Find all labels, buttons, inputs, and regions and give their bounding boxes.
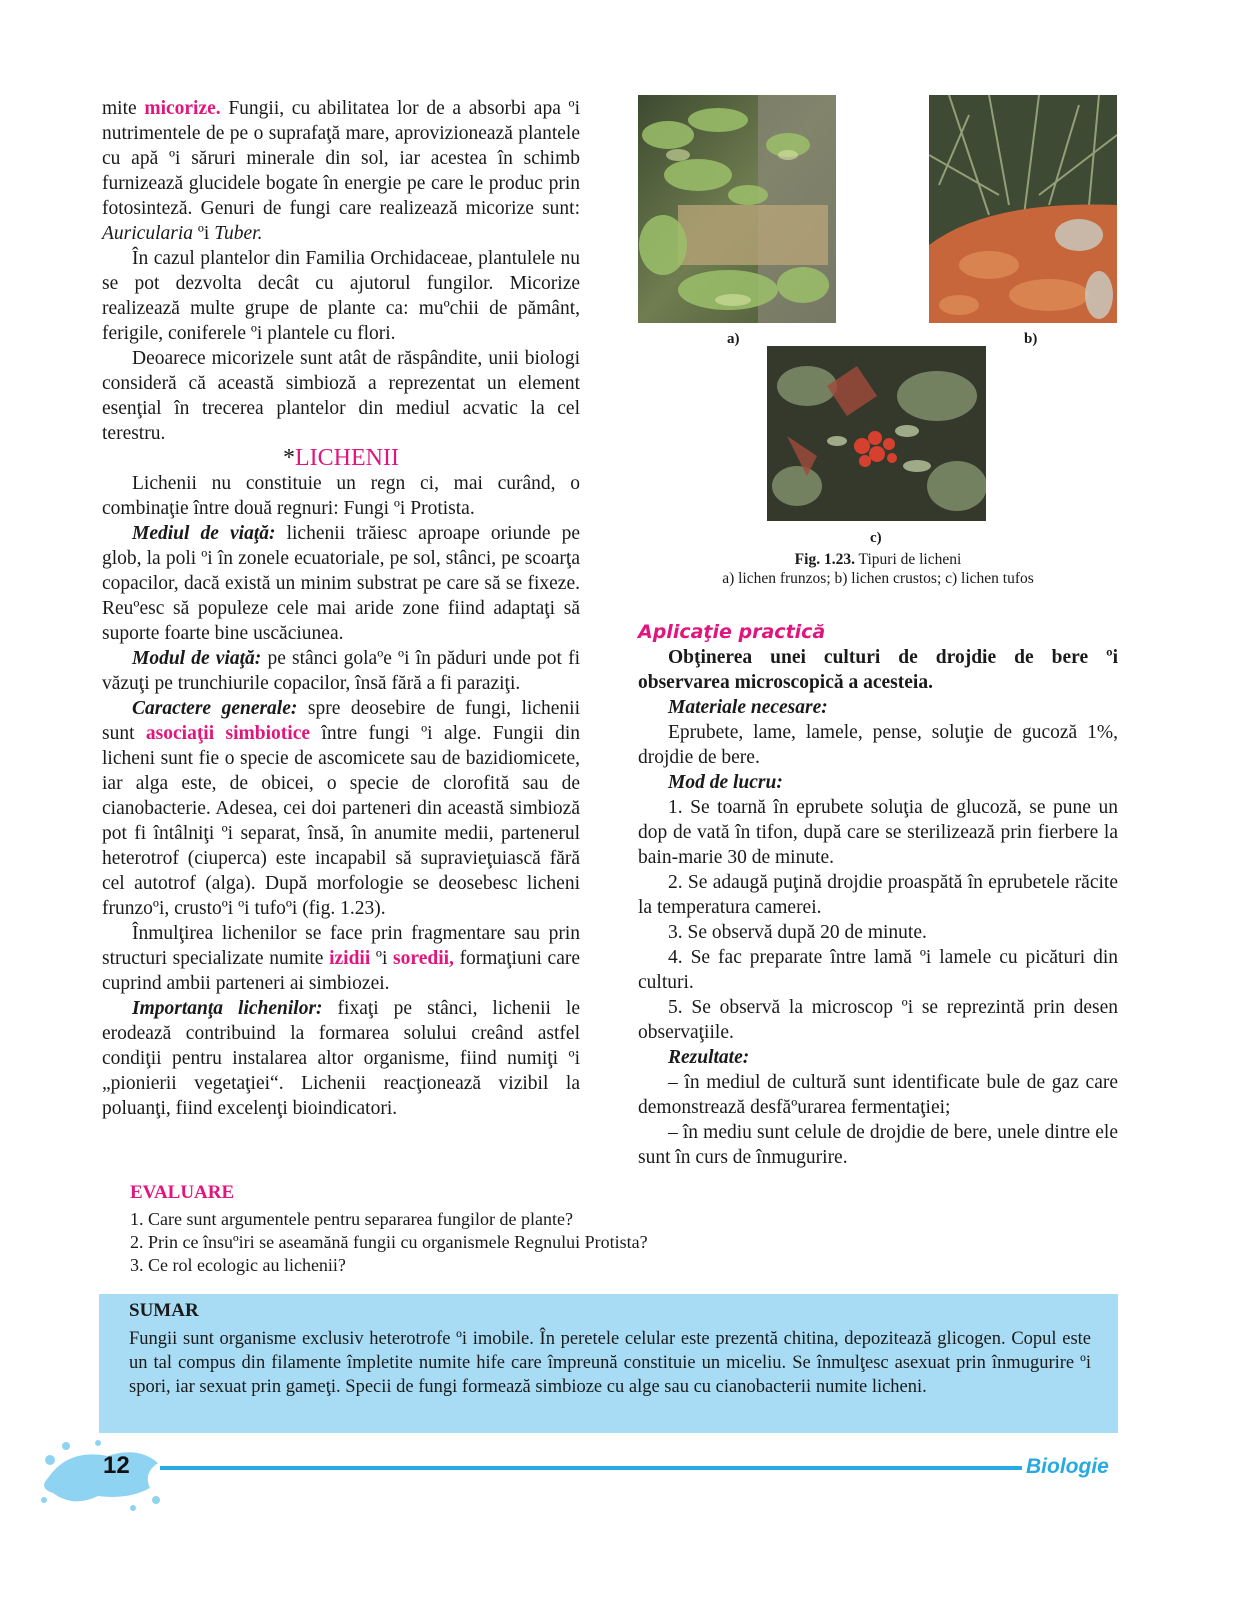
method-label: Mod de lucru: — [668, 772, 783, 793]
paragraph-importance: Importanţa lichenilor: fixaţi pe stânci, lichenii le erodează contribuind la formarea solului creând astfel condiţii pentru instalarea altor organisme, fiind numiţi ºi „pionierii vegetaţiei“. Lichenii reacţionează vizibil la poluanţi, fiind excelenţi bioindicatori. — [102, 998, 580, 1119]
practical-application — [638, 620, 1118, 1170]
left-column — [102, 96, 580, 1121]
practice-title: Aplicaţie practică — [638, 621, 826, 643]
paragraph-micorize: mite micorize. Fungii, cu abilitatea lor de a absorbi apa ºi nutrimentele de pe o suprafaţă mare, aprovizionează plantele cu apă ºi săruri minerale din sol, iar acestea în schimb furnizează glucidele bogate în energie pe care le produc prin fotosinteză. Genuri de fungi care realizează micorize sunt: Auricularia ºi Tuber. — [102, 98, 580, 244]
footer-divider — [160, 1466, 1022, 1470]
page-number: 12 — [103, 1452, 130, 1479]
step-item: 3. Se observă după 20 de minute. — [668, 922, 927, 943]
paragraph-orchidaceae: În cazul plantelor din Familia Orchidaceae, plantulele nu se pot dezvolta decât cu ajutorul fungilor. Micorize realizează multe grupe de plante ca: muºchii de pământ, ferigile, coniferele ºi plantele cu flori. — [102, 248, 580, 344]
practice-subtitle: Obţinerea unei culturi de drojdie de bere ºi observarea microscopică a acesteia. — [638, 647, 1118, 693]
paragraph-reproduction: Înmulţirea lichenilor se face prin fragmentare sau prin structuri specializate numite izidii ºi soredii, formaţiuni care cuprind ambii parteneri ai simbiozei. — [102, 923, 580, 994]
step-item: 4. Se fac preparate între lamă ºi lamele cu picături din culturi. — [638, 947, 1118, 993]
photo-lichen-tufos — [767, 346, 986, 521]
step-item: 2. Se adaugă puţină drojdie proaspătă în eprubetele răcite la temperatura camerei. — [638, 872, 1118, 918]
term-soredii: soredii, — [393, 948, 454, 969]
summary-title: SUMAR — [129, 1300, 199, 1321]
result-item: – în mediu sunt celule de drojdie de bere, unele dintre ele sunt în curs de înmugurire. — [638, 1122, 1118, 1168]
section-heading-lichenii: *LICHENII — [283, 445, 399, 471]
evaluation-section — [102, 1181, 1002, 1277]
summary-text: Fungii sunt organisme exclusiv heterotrofe ºi imobile. În peretele celular este prezentă chitina, depozitează glicogen. Copul este un tal compus din filamente împletite numite hife care împreună constituie un miceliu. Se înmulţesc asexuat prin înmugurire ºi spori, iar sexuat prin gameţi. Specii de fungi formează simbioze cu alge sau cu cianobacterii numite licheni. — [129, 1329, 1091, 1397]
figure-caption: Fig. 1.23. Tipuri de licheni a) lichen frunzos; b) lichen crustos; c) lichen tufos — [722, 551, 1034, 587]
results-label: Rezultate: — [668, 1047, 750, 1068]
summary-box — [99, 1294, 1118, 1433]
evaluation-title: EVALUARE — [130, 1182, 235, 1203]
paragraph-lifestyle: Modul de viaţă: pe stânci golaºe ºi în păduri unde pot fi văzuţi pe trunchiurile copacilor, însă fără a fi paraziţi. — [102, 648, 580, 694]
term-asociatii: asociaţii simbiotice — [145, 723, 311, 744]
book-title: Biologie — [1026, 1455, 1109, 1478]
materials-text: Eprubete, lame, lamele, pense, soluţie de gucoză 1%, drojdie de bere. — [638, 722, 1118, 768]
evaluation-question: 1. Care sunt argumentele pentru separarea fungilor de plante? — [130, 1209, 573, 1229]
term-izidii: izidii — [329, 948, 371, 969]
evaluation-question: 3. Ce rol ecologic au lichenii? — [130, 1255, 346, 1275]
photo-label-c: c) — [870, 530, 882, 546]
term-micorize: micorize. — [144, 98, 221, 119]
photo-label-b: b) — [1024, 331, 1038, 347]
paragraph-lichen-intro: Lichenii nu constituie un regn ci, mai curând, o combinaţie între două regnuri: Fungi ºi Protista. — [102, 473, 580, 519]
photo-label-a: a) — [727, 331, 740, 347]
photo-lichen-frunzos — [638, 95, 836, 323]
materials-label: Materiale necesare: — [668, 697, 828, 718]
paragraph-habitat: Mediul de viaţă: lichenii trăiesc aproape oriunde pe glob, la poli ºi în zonele ecuatoriale, pe sol, stânci, pe scoarţa copacilor, dacă există un minim substrat pe care să se fixeze. Reuºesc să populeze cele mai aride zone fiind adaptaţi să suporte foarte bine uscăciunea. — [102, 523, 580, 644]
paragraph-micorize-importance: Deoarece micorizele sunt atât de răspândite, unii biologi consideră că această simbioză a reprezentat un element esenţial în trecerea plantelor din mediul acvatic la cel terestru. — [102, 348, 580, 444]
step-item: 5. Se observă la microscop ºi se reprezintă prin desen observaţiile. — [638, 997, 1118, 1043]
photo-lichen-crustos — [929, 95, 1117, 323]
step-item: 1. Se toarnă în eprubete soluţia de glucoză, se pune un dop de vată în tifon, după care se sterilizează prin fierbere la bain-marie 30 de minute. — [638, 797, 1118, 868]
result-item: – în mediul de cultură sunt identificate bule de gaz care demonstrează desfăºurarea fermentaţiei; — [638, 1072, 1118, 1118]
paragraph-characteristics: Caractere generale: spre deosebire de fungi, lichenii sunt asociaţii simbiotice între fungi ºi alge. Fungii din licheni sunt fie o specie de ascomicete sau de bazidiomicete, iar alga este, de obicei, o specie de clorofită sau de cianobacterie. Adesea, cei doi parteneri din această simbioză pot fi întâlniţi ºi separat, însă, în anumite medii, partenerul heterotrof (ciuperca) este incapabil să supravieţuiască fără cel autotrof (alga). După morfologie se deosebesc licheni frunzoºi, crustoºi ºi tufoºi (fig. 1.23). — [102, 698, 580, 919]
evaluation-question: 2. Prin ce însuºiri se aseamănă fungii cu organismele Regnului Protista? — [130, 1232, 648, 1252]
